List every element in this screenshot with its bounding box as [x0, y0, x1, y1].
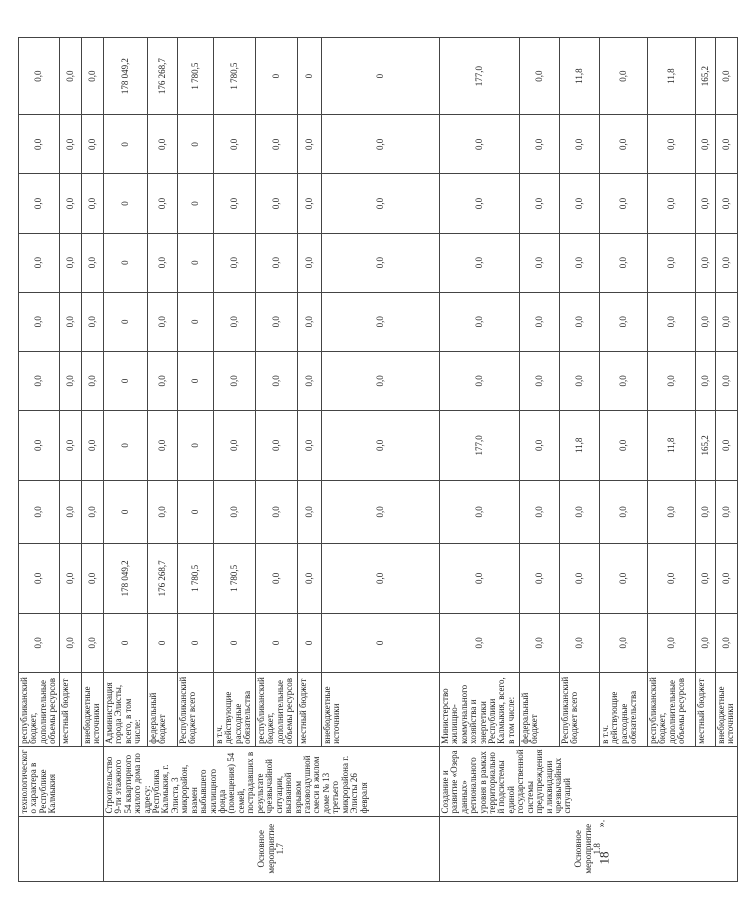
amount-cell: 0,0: [715, 410, 737, 480]
budget-row: [439, 38, 519, 882]
amount-cell: 0,0: [213, 115, 255, 174]
amount-cell: 0: [103, 480, 147, 543]
total-cell: 1 780,5: [213, 38, 255, 115]
amount-cell: 0: [321, 613, 439, 672]
amount-cell: 0,0: [147, 233, 177, 292]
total-cell: 0,0: [519, 38, 559, 115]
amount-cell: 0,0: [59, 115, 81, 174]
amount-cell: 0,0: [695, 292, 715, 351]
amount-cell: 0,0: [715, 351, 737, 410]
amount-cell: 0,0: [321, 174, 439, 233]
amount-cell: 0,0: [647, 174, 695, 233]
funding-source: Министерство жилищно-коммунального хозяйства и энергетики Республики Калмыкия, всего, в том числе:: [439, 672, 519, 746]
amount-cell: 0,0: [647, 544, 695, 614]
amount-cell: 0,0: [695, 115, 715, 174]
amount-cell: 0,0: [255, 292, 297, 351]
amount-cell: 0,0: [19, 174, 60, 233]
amount-cell: 0,0: [519, 174, 559, 233]
total-cell: 11,8: [647, 38, 695, 115]
total-cell: 0: [297, 38, 321, 115]
funding-source: внебюджетные источники: [321, 672, 439, 746]
amount-cell: 0,0: [519, 292, 559, 351]
amount-cell: 0,0: [19, 544, 60, 614]
amount-cell: 0,0: [559, 613, 599, 672]
amount-cell: 0,0: [255, 544, 297, 614]
amount-cell: 0,0: [255, 480, 297, 543]
amount-cell: 0: [103, 292, 147, 351]
amount-cell: 0,0: [559, 480, 599, 543]
amount-cell: 0: [103, 410, 147, 480]
amount-cell: 0,0: [147, 292, 177, 351]
amount-cell: 0,0: [715, 544, 737, 614]
amount-cell: 0,0: [647, 480, 695, 543]
total-cell: 178 049,2: [103, 38, 147, 115]
total-cell: 1 780,5: [177, 38, 213, 115]
amount-cell: 0,0: [559, 233, 599, 292]
amount-cell: 0,0: [519, 613, 559, 672]
corner-mark: ».: [596, 819, 608, 828]
amount-cell: 0,0: [599, 544, 647, 614]
activity-heading: Основное мероприятие 1.8: [439, 816, 737, 881]
funding-source: Республиканский бюджет всего: [177, 672, 213, 746]
page-number: 18: [596, 851, 612, 865]
amount-cell: 0,0: [695, 480, 715, 543]
amount-cell: 0,0: [297, 174, 321, 233]
amount-cell: 0,0: [519, 544, 559, 614]
amount-cell: 0,0: [439, 174, 519, 233]
amount-cell: 0,0: [519, 480, 559, 543]
funding-source: республиканский бюджет, дополнительные объемы ресурсов: [19, 672, 60, 746]
amount-cell: 0,0: [647, 351, 695, 410]
amount-cell: 0,0: [213, 480, 255, 543]
amount-cell: 1 780,5: [177, 544, 213, 614]
amount-cell: 0,0: [81, 613, 103, 672]
amount-cell: 0: [255, 613, 297, 672]
amount-cell: 0,0: [647, 233, 695, 292]
amount-cell: 0,0: [255, 233, 297, 292]
amount-cell: 11,8: [559, 410, 599, 480]
funding-source: внебюджетные источники: [81, 672, 103, 746]
amount-cell: 0,0: [81, 544, 103, 614]
amount-cell: 0,0: [599, 480, 647, 543]
funding-source: внебюджетные источники: [715, 672, 737, 746]
amount-cell: 0,0: [147, 410, 177, 480]
amount-cell: 0,0: [297, 233, 321, 292]
amount-cell: 0,0: [439, 292, 519, 351]
amount-cell: 0: [213, 613, 255, 672]
amount-cell: 0: [103, 613, 147, 672]
amount-cell: 0,0: [647, 292, 695, 351]
amount-cell: 0,0: [297, 292, 321, 351]
amount-cell: 0,0: [297, 351, 321, 410]
amount-cell: 0,0: [81, 233, 103, 292]
amount-cell: 0,0: [715, 174, 737, 233]
amount-cell: 0,0: [715, 233, 737, 292]
amount-cell: 176 268,7: [147, 544, 177, 614]
activity-description: Строительство 9-ти этажного 54 квартирного жилого дома по адресу: Республика Калмыкия, г. Элиста, 3 микрорайон, взамен выбывшего жилищного фонда (помещения) 54 семей, пострадавших в результате чрезвычайной ситуации, вызванной взрывом газовоздушной смеси в жилом доме № 13 третьего микрорайона г. Элисты 26 февраля: [103, 746, 439, 816]
budget-row: [19, 38, 60, 882]
amount-cell: 0: [177, 174, 213, 233]
funding-source: местный бюджет: [695, 672, 715, 746]
amount-cell: 0,0: [519, 351, 559, 410]
amount-cell: 0,0: [59, 351, 81, 410]
funding-source: Республиканский бюджет всего: [559, 672, 599, 746]
amount-cell: 0,0: [255, 351, 297, 410]
amount-cell: 0,0: [147, 174, 177, 233]
amount-cell: 0,0: [81, 115, 103, 174]
funding-source: в т.ч. действующие расходные обязательства: [213, 672, 255, 746]
amount-cell: 0,0: [599, 292, 647, 351]
activity-heading: [19, 816, 104, 881]
amount-cell: 0: [177, 613, 213, 672]
amount-cell: 0,0: [19, 410, 60, 480]
amount-cell: 0: [177, 410, 213, 480]
amount-cell: 0,0: [695, 544, 715, 614]
amount-cell: 0,0: [599, 351, 647, 410]
amount-cell: 0,0: [19, 613, 60, 672]
total-cell: 177,0: [439, 38, 519, 115]
amount-cell: 0,0: [559, 351, 599, 410]
amount-cell: 0,0: [695, 174, 715, 233]
amount-cell: 0,0: [19, 351, 60, 410]
amount-cell: 0,0: [695, 233, 715, 292]
amount-cell: 0,0: [321, 351, 439, 410]
amount-cell: 0,0: [519, 233, 559, 292]
amount-cell: 0,0: [321, 292, 439, 351]
amount-cell: 0,0: [19, 233, 60, 292]
amount-cell: 0,0: [695, 351, 715, 410]
amount-cell: 0,0: [81, 292, 103, 351]
funding-source: местный бюджет: [297, 672, 321, 746]
amount-cell: 0,0: [715, 480, 737, 543]
total-cell: 0: [255, 38, 297, 115]
amount-cell: 0,0: [81, 480, 103, 543]
total-cell: 165,2: [695, 38, 715, 115]
budget-table: [18, 37, 738, 882]
total-cell: 0,0: [599, 38, 647, 115]
amount-cell: 11,8: [647, 410, 695, 480]
amount-cell: 0,0: [297, 544, 321, 614]
amount-cell: 0,0: [19, 480, 60, 543]
amount-cell: 0: [103, 233, 147, 292]
budget-row: [103, 38, 147, 882]
amount-cell: 0,0: [439, 480, 519, 543]
activity-description: технологического характера в Республике Калмыкия: [19, 746, 104, 816]
total-cell: 176 268,7: [147, 38, 177, 115]
amount-cell: 0,0: [59, 544, 81, 614]
amount-cell: 0: [177, 115, 213, 174]
activity-description: Создание и развитие «Озера данных» регионального уровня в рамках территориальной подсистемы единой государственной системы предупреждения и ликвидации чрезвычайных ситуаций: [439, 746, 737, 816]
amount-cell: 0,0: [439, 115, 519, 174]
amount-cell: 0: [177, 233, 213, 292]
amount-cell: 0,0: [715, 115, 737, 174]
funding-source: федеральный бюджет: [519, 672, 559, 746]
amount-cell: 0,0: [599, 233, 647, 292]
amount-cell: 0,0: [715, 292, 737, 351]
amount-cell: 0,0: [559, 174, 599, 233]
amount-cell: 0: [103, 115, 147, 174]
amount-cell: 0,0: [321, 410, 439, 480]
activity-heading: Основное мероприятие 1.7: [103, 816, 439, 881]
amount-cell: 0,0: [255, 115, 297, 174]
amount-cell: 0: [177, 351, 213, 410]
amount-cell: 0,0: [213, 233, 255, 292]
amount-cell: 0,0: [559, 115, 599, 174]
total-cell: 0,0: [59, 38, 81, 115]
amount-cell: 1 780,5: [213, 544, 255, 614]
total-cell: 0,0: [19, 38, 60, 115]
amount-cell: 0,0: [647, 115, 695, 174]
amount-cell: 0,0: [297, 115, 321, 174]
amount-cell: 0,0: [59, 410, 81, 480]
amount-cell: 0,0: [439, 233, 519, 292]
amount-cell: 0,0: [599, 115, 647, 174]
amount-cell: 0: [147, 613, 177, 672]
amount-cell: 0,0: [59, 174, 81, 233]
amount-cell: 0: [103, 351, 147, 410]
amount-cell: 0,0: [321, 115, 439, 174]
amount-cell: 0: [103, 174, 147, 233]
amount-cell: 0,0: [321, 233, 439, 292]
amount-cell: 0,0: [59, 613, 81, 672]
funding-source: Администрация города Элисты, всего, в том числе:: [103, 672, 147, 746]
amount-cell: 0,0: [81, 410, 103, 480]
amount-cell: 0: [297, 613, 321, 672]
total-cell: 0,0: [81, 38, 103, 115]
amount-cell: 0,0: [255, 410, 297, 480]
amount-cell: 178 049,2: [103, 544, 147, 614]
amount-cell: 0,0: [559, 544, 599, 614]
amount-cell: 0,0: [695, 613, 715, 672]
amount-cell: 0,0: [213, 292, 255, 351]
amount-cell: 0,0: [213, 174, 255, 233]
amount-cell: 0,0: [297, 480, 321, 543]
amount-cell: 165,2: [695, 410, 715, 480]
amount-cell: 0,0: [439, 544, 519, 614]
total-cell: 0,0: [715, 38, 737, 115]
amount-cell: 0,0: [59, 292, 81, 351]
amount-cell: 0,0: [599, 174, 647, 233]
funding-source: республиканский бюджет, дополнительные объемы ресурсов: [255, 672, 297, 746]
amount-cell: 0,0: [647, 613, 695, 672]
funding-source: федеральный бюджет: [147, 672, 177, 746]
amount-cell: 0,0: [147, 351, 177, 410]
funding-source: республиканский бюджет, дополнительные объемы ресурсов: [647, 672, 695, 746]
total-cell: 11,8: [559, 38, 599, 115]
amount-cell: 0,0: [59, 480, 81, 543]
amount-cell: 0,0: [213, 351, 255, 410]
amount-cell: 0,0: [439, 351, 519, 410]
amount-cell: 0,0: [81, 351, 103, 410]
rotated-budget-table: [18, 37, 736, 882]
amount-cell: 0: [177, 292, 213, 351]
amount-cell: 0,0: [519, 410, 559, 480]
amount-cell: 0,0: [81, 174, 103, 233]
amount-cell: 0,0: [255, 174, 297, 233]
amount-cell: 0,0: [147, 115, 177, 174]
amount-cell: 0,0: [559, 292, 599, 351]
amount-cell: 0,0: [213, 410, 255, 480]
funding-source: местный бюджет: [59, 672, 81, 746]
amount-cell: 0,0: [321, 544, 439, 614]
amount-cell: 0,0: [19, 292, 60, 351]
amount-cell: 0,0: [599, 410, 647, 480]
total-cell: 0: [321, 38, 439, 115]
amount-cell: 0,0: [147, 480, 177, 543]
amount-cell: 0,0: [297, 410, 321, 480]
amount-cell: 177,0: [439, 410, 519, 480]
amount-cell: 0,0: [19, 115, 60, 174]
amount-cell: 0,0: [599, 613, 647, 672]
amount-cell: 0: [177, 480, 213, 543]
amount-cell: 0,0: [439, 613, 519, 672]
amount-cell: 0,0: [715, 613, 737, 672]
funding-source: в т.ч. действующие расходные обязательства: [599, 672, 647, 746]
amount-cell: 0,0: [321, 480, 439, 543]
amount-cell: 0,0: [59, 233, 81, 292]
amount-cell: 0,0: [519, 115, 559, 174]
